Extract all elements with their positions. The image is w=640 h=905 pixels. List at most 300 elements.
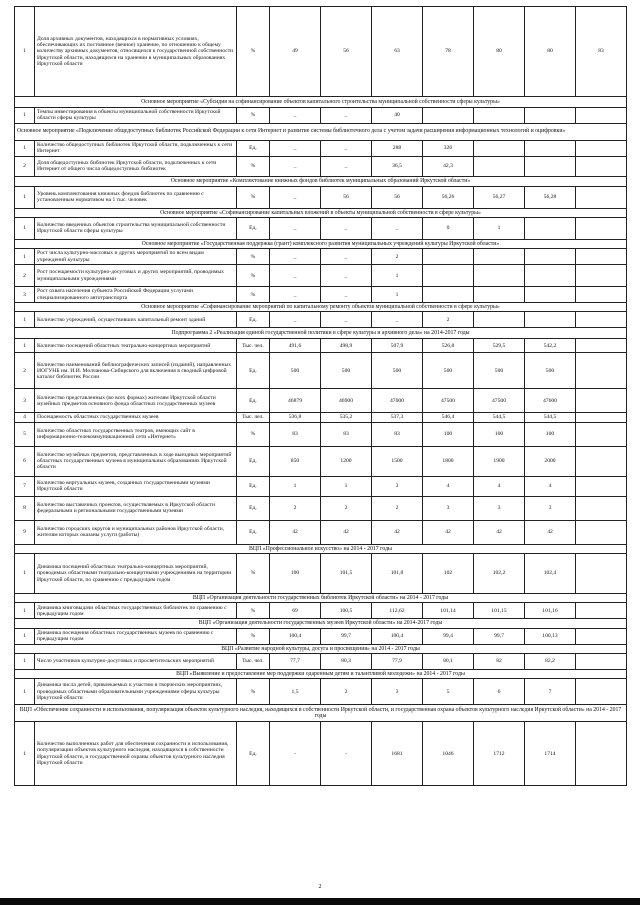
value-cell (423, 265, 474, 287)
value-cell: 4 (423, 476, 474, 496)
table-row (15, 389, 627, 413)
value-cell: 544,5 (474, 413, 525, 422)
section-header-row (15, 544, 627, 553)
value-cell (576, 496, 627, 520)
table-row (15, 156, 627, 176)
value-cell: 1 (321, 476, 372, 496)
value-cell: 529,5 (474, 339, 525, 353)
indicator-name: Доля общедоступных библиотек Иркутской области, подключенных к сети Интернет от общего числа общедоступных библиотек (35, 156, 237, 176)
value-cell: _ (372, 217, 423, 239)
row-number: 1 (15, 679, 35, 705)
value-cell: 6 (474, 679, 525, 705)
section-header-row (15, 644, 627, 653)
value-cell: 1714 (525, 722, 576, 786)
section-title: Основное мероприятие «Софинансирование капитальных вложений в объекты муниципальной собственности в сфере культуры» (15, 208, 627, 217)
value-cell: 507,9 (372, 339, 423, 353)
value-cell (525, 249, 576, 265)
value-cell: _ (321, 217, 372, 239)
value-cell: 498,9 (321, 339, 372, 353)
indicator-name: Динамика числа детей, привлекаемых к участию в творческих мероприятиях, проводимых областными образовательными учреждениями сферы культуры Иркутской области (35, 679, 237, 705)
section-header-row (15, 176, 627, 186)
value-cell: 42 (270, 520, 321, 544)
value-cell (576, 312, 627, 328)
value-cell: _ (270, 140, 321, 156)
value-cell (525, 108, 576, 124)
value-cell: 56,27 (474, 186, 525, 208)
section-title: Основное мероприятие «Подключение общедоступных библиотек Российской Федерации к сети Интернет и развитие системы библиотечного дела с учетом задачи расширения информационных технологий и оцифровки» (15, 123, 627, 140)
value-cell: 1 (474, 217, 525, 239)
value-cell: 99,7 (474, 628, 525, 644)
value-cell (576, 603, 627, 619)
value-cell: 500 (270, 353, 321, 389)
indicator-name: Количество общедоступных библиотек Иркутской области, подключенных к сети Интернет (35, 140, 237, 156)
value-cell: 80 (525, 7, 576, 97)
value-cell: 56,26 (423, 186, 474, 208)
value-cell: 42 (474, 520, 525, 544)
indicator-name: Уровень комплектования книжных фондов библиотек по сравнению с установленным нормативом на 1 тыс. человек (35, 186, 237, 208)
value-cell: 2 (423, 312, 474, 328)
row-number: 9 (15, 520, 35, 544)
value-cell: 101,8 (372, 554, 423, 594)
section-title: ВЦП «Обеспечение сохранности и использования, популяризация объектов культурного наследия, находящихся в собственности Иркутской области, и государственная охрана объектов культурного наследия Иркутской области» на 2014 - 2017 годы (15, 705, 627, 722)
value-cell: 47500 (423, 389, 474, 413)
value-cell: 850 (270, 446, 321, 476)
value-cell: 1712 (474, 722, 525, 786)
table-row (15, 679, 627, 705)
table-row (15, 140, 627, 156)
indicator-name: Рост посещаемости культурно-досуговых и других мероприятий, проводимых муниципальными учреждениями (35, 265, 237, 287)
value-cell: - (321, 722, 372, 786)
value-cell: 100 (474, 422, 525, 446)
value-cell (474, 249, 525, 265)
row-number: 1 (15, 108, 35, 124)
section-header-row (15, 594, 627, 603)
value-cell: 500 (423, 353, 474, 389)
section-header-row (15, 303, 627, 312)
value-cell: 56 (372, 186, 423, 208)
value-cell: 47500 (474, 389, 525, 413)
indicator-name: Динамика посещения областных государственных музеев по сравнению с предыдущим годом (35, 628, 237, 644)
value-cell: 100,4 (372, 628, 423, 644)
value-cell: 2 (372, 496, 423, 520)
value-cell (576, 108, 627, 124)
value-cell (423, 108, 474, 124)
table-row (15, 446, 627, 476)
value-cell: 82,2 (525, 653, 576, 669)
value-cell: 83 (321, 422, 372, 446)
row-number: 1 (15, 140, 35, 156)
value-cell: 3 (474, 496, 525, 520)
value-cell (576, 156, 627, 176)
row-number: 2 (15, 265, 35, 287)
value-cell (576, 413, 627, 422)
section-title: Основное мероприятие «Государственная поддержка (грант) комплексного развития муниципальных учреждений культуры Иркутской области» (15, 239, 627, 248)
table-row (15, 312, 627, 328)
unit-cell: % (237, 679, 270, 705)
value-cell: 100 (525, 422, 576, 446)
value-cell: 80,1 (423, 653, 474, 669)
value-cell: 102 (423, 554, 474, 594)
value-cell: 56 (321, 186, 372, 208)
row-number: 1 (15, 653, 35, 669)
value-cell: _ (270, 312, 321, 328)
indicator-name: Темпы инвестирования в объекты муниципальной собственности Иркутской области сферы культуры (35, 108, 237, 124)
value-cell: 42 (423, 520, 474, 544)
value-cell (525, 217, 576, 239)
section-title: ВЦП «Выявление и предоставление мер поддержки одаренным детям и талантливой молодежи» на 2014 - 2017 годы (15, 669, 627, 678)
value-cell: 7 (525, 679, 576, 705)
value-cell: 56 (321, 7, 372, 97)
row-number: 1 (15, 186, 35, 208)
row-number: 1 (15, 339, 35, 353)
unit-cell: Тыс. чел. (237, 653, 270, 669)
indicator-name: Количество представленных (во всех формах) жителям Иркутской области музейных предметов основного фонда областных государственных музеев (35, 389, 237, 413)
value-cell: 77,9 (372, 653, 423, 669)
value-cell: 1900 (474, 446, 525, 476)
unit-cell: Ед. (237, 722, 270, 786)
row-number: 1 (15, 312, 35, 328)
value-cell (576, 679, 627, 705)
value-cell: 56,28 (525, 186, 576, 208)
value-cell: 2 (270, 496, 321, 520)
row-number: 7 (15, 476, 35, 496)
value-cell: _ (321, 249, 372, 265)
value-cell (576, 249, 627, 265)
indicator-name: Число участников культурно-досуговых и просветительских мероприятий (35, 653, 237, 669)
section-header-row (15, 123, 627, 140)
value-cell (576, 287, 627, 303)
value-cell: 102,2 (474, 554, 525, 594)
value-cell: 49 (270, 7, 321, 97)
value-cell: 83 (372, 422, 423, 446)
section-title: Основное мероприятие «Субсидия на софинансирование объектов капитального строительства муниципальной собственности сферы культуры» (15, 97, 627, 108)
value-cell: 544,5 (525, 413, 576, 422)
value-cell: 526,8 (423, 339, 474, 353)
value-cell: 3 (423, 496, 474, 520)
table-row (15, 249, 627, 265)
value-cell (576, 476, 627, 496)
indicator-name: Рост числа культурно-массовых и других мероприятий по всем видам учреждений культуры (35, 249, 237, 265)
section-header-row (15, 208, 627, 217)
table-row (15, 287, 627, 303)
table-row (15, 217, 627, 239)
unit-cell: Ед. (237, 140, 270, 156)
scan-bottom-edge (0, 898, 640, 905)
table-row (15, 603, 627, 619)
value-cell: 4 (474, 476, 525, 496)
value-cell: 100,4 (270, 628, 321, 644)
value-cell: 2 (321, 679, 372, 705)
unit-cell: Ед. (237, 520, 270, 544)
value-cell (474, 108, 525, 124)
value-cell: 3 (372, 476, 423, 496)
section-title: ВЦП «Развитие народной культуры, досуга и просвещения» на 2014 - 2017 годы (15, 644, 627, 653)
unit-cell: % (237, 7, 270, 97)
value-cell: 546,4 (423, 413, 474, 422)
value-cell (576, 389, 627, 413)
value-cell (576, 520, 627, 544)
unit-cell: Ед. (237, 389, 270, 413)
value-cell (576, 628, 627, 644)
value-cell: 47000 (372, 389, 423, 413)
unit-cell: Ед. (237, 353, 270, 389)
value-cell: 101,14 (423, 603, 474, 619)
value-cell (576, 339, 627, 353)
value-cell: 100 (270, 554, 321, 594)
value-cell: 42 (372, 520, 423, 544)
value-cell: 102,4 (525, 554, 576, 594)
row-number: 2 (15, 156, 35, 176)
value-cell: 1200 (321, 446, 372, 476)
value-cell: 1046 (423, 722, 474, 786)
value-cell: 47600 (525, 389, 576, 413)
value-cell: 537,3 (372, 413, 423, 422)
value-cell: 1681 (372, 722, 423, 786)
value-cell (525, 312, 576, 328)
value-cell: 83 (270, 422, 321, 446)
section-title: ВЦП «Профессиональное искусство» на 2014 - 2017 годы (15, 544, 627, 553)
section-header-row (15, 97, 627, 108)
indicator-name: Количество введенных объектов строительства муниципальной собственности Иркутской области сферы культуры (35, 217, 237, 239)
value-cell: 1 (270, 476, 321, 496)
row-number: 3 (15, 287, 35, 303)
value-cell (474, 156, 525, 176)
indicator-name: Доля архивных документов, находящихся в нормативных условиях, обеспечивающих их постоянное (вечное) хранение, по отношению к общему количеству архивных документов, относящихся к государственной собственности Иркутской области, находящихся на хранении в муниципальных образованиях Иркутской области (35, 7, 237, 97)
value-cell: 500 (525, 353, 576, 389)
value-cell: 100,13 (525, 628, 576, 644)
section-title: Основное мероприятие «Софинансирование мероприятий по капитальному ремонту объектов муниципальной собственности в сфере культуры» (15, 303, 627, 312)
value-cell: 77,7 (270, 653, 321, 669)
value-cell: _ (270, 265, 321, 287)
section-header-row (15, 619, 627, 628)
indicator-name: Количество посещений областных театрально-концертных мероприятий (35, 339, 237, 353)
row-number: 6 (15, 446, 35, 476)
value-cell: _ (270, 108, 321, 124)
value-cell: 80,3 (321, 653, 372, 669)
unit-cell: % (237, 628, 270, 644)
value-cell: 500 (321, 353, 372, 389)
value-cell (576, 446, 627, 476)
indicator-name: Динамика книговыдачи областных государственных библиотек по сравнению с предыдущим годом (35, 603, 237, 619)
value-cell: 500 (474, 353, 525, 389)
value-cell: 100 (423, 422, 474, 446)
value-cell: 0 (423, 217, 474, 239)
value-cell (423, 249, 474, 265)
section-header-row (15, 239, 627, 248)
value-cell: 542,2 (525, 339, 576, 353)
value-cell (474, 312, 525, 328)
value-cell (474, 287, 525, 303)
value-cell: _ (270, 217, 321, 239)
page-number: 2 (318, 884, 322, 890)
value-cell: 3 (372, 679, 423, 705)
section-header-row (15, 705, 627, 722)
value-cell: _ (321, 140, 372, 156)
table-row (15, 265, 627, 287)
table-row (15, 7, 627, 97)
value-cell: 1500 (372, 446, 423, 476)
value-cell: 63 (372, 7, 423, 97)
unit-cell: Ед. (237, 496, 270, 520)
value-cell: 4 (525, 476, 576, 496)
value-cell: _ (321, 156, 372, 176)
section-header-row (15, 328, 627, 339)
value-cell: 288 (372, 140, 423, 156)
indicator-name: Посещаемость областных государственных музеев (35, 413, 237, 422)
row-number: 1 (15, 554, 35, 594)
value-cell: 5 (423, 679, 474, 705)
row-number: 1 (15, 628, 35, 644)
value-cell: _ (321, 265, 372, 287)
unit-cell: % (237, 287, 270, 303)
unit-cell: % (237, 156, 270, 176)
value-cell: 500 (372, 353, 423, 389)
row-number: 1 (15, 249, 35, 265)
unit-cell: % (237, 108, 270, 124)
value-cell: 2000 (525, 446, 576, 476)
value-cell: 42 (321, 520, 372, 544)
unit-cell: Ед. (237, 312, 270, 328)
value-cell: 82 (474, 653, 525, 669)
value-cell: 101,5 (321, 554, 372, 594)
value-cell: 99,4 (423, 628, 474, 644)
table-row (15, 520, 627, 544)
table-row (15, 628, 627, 644)
value-cell: 101,15 (474, 603, 525, 619)
value-cell: _ (372, 312, 423, 328)
indicator-name: Количество наименований библиографических записей (изданий), направленных ИОГУНБ им. И.И. Молчанова-Сибирского для включения в сводный цифровой каталог библиотек России (35, 353, 237, 389)
table-row (15, 476, 627, 496)
row-number: 1 (15, 7, 35, 97)
unit-cell: % (237, 554, 270, 594)
value-cell: 46879 (270, 389, 321, 413)
indicator-name: Количество виртуальных музеев, созданных государственными музеями Иркутской области (35, 476, 237, 496)
row-number: 2 (15, 353, 35, 389)
value-cell: 42,3 (423, 156, 474, 176)
indicator-name: Количество выполненных работ для обеспечения сохранности и использования, популяризации объектов культурного наследия, находящихся в собственности Иркутской области, и государственной охраны объектов культурного наследия Иркутской области (35, 722, 237, 786)
value-cell: 535,2 (321, 413, 372, 422)
section-title: ВЦП «Организация деятельности государственных музеев Иркутской области» на 2014-2017 годы (15, 619, 627, 628)
indicator-name: Рост охвата населения субъекта Российской Федерации услугами специализированного автотранспорта (35, 287, 237, 303)
value-cell: 536,8 (270, 413, 321, 422)
table-row (15, 554, 627, 594)
value-cell: _ (321, 108, 372, 124)
section-header-row (15, 669, 627, 678)
row-number: 1 (15, 603, 35, 619)
value-cell: 2 (321, 496, 372, 520)
value-cell: 83 (576, 7, 627, 97)
value-cell: 42 (525, 520, 576, 544)
indicator-name: Количество учреждений, осуществивших капитальный ремонт зданий (35, 312, 237, 328)
unit-cell: Тыс. чел. (237, 413, 270, 422)
value-cell: _ (321, 312, 372, 328)
value-cell (474, 265, 525, 287)
value-cell: 1800 (423, 446, 474, 476)
value-cell (576, 140, 627, 156)
value-cell: _ (270, 249, 321, 265)
table-row (15, 496, 627, 520)
document-page (14, 6, 626, 786)
row-number: 1 (15, 217, 35, 239)
section-title: ВЦП «Организация деятельности государственных библиотек Иркутской области» на 2014 - 2017 годы (15, 594, 627, 603)
value-cell: - (270, 722, 321, 786)
row-number: 3 (15, 389, 35, 413)
table-row (15, 422, 627, 446)
value-cell (576, 653, 627, 669)
value-cell: 112,62 (372, 603, 423, 619)
value-cell: _ (270, 156, 321, 176)
value-cell (576, 422, 627, 446)
row-number: 8 (15, 496, 35, 520)
value-cell (576, 554, 627, 594)
value-cell (576, 265, 627, 287)
unit-cell: Ед. (237, 217, 270, 239)
table-row (15, 339, 627, 353)
value-cell: 100,5 (321, 603, 372, 619)
value-cell (525, 265, 576, 287)
value-cell: 36,5 (372, 156, 423, 176)
row-number: 4 (15, 413, 35, 422)
unit-cell: % (237, 249, 270, 265)
row-number: 1 (15, 722, 35, 786)
value-cell (576, 722, 627, 786)
unit-cell: % (237, 186, 270, 208)
value-cell: _ (270, 186, 321, 208)
unit-cell: Ед. (237, 476, 270, 496)
value-cell: 3 (525, 496, 576, 520)
value-cell: 40 (372, 108, 423, 124)
value-cell: _ (270, 287, 321, 303)
unit-cell: % (237, 603, 270, 619)
value-cell: 80 (474, 7, 525, 97)
unit-cell: Ед. (237, 446, 270, 476)
indicator-name: Количество областных государственных театров, имеющих сайт в информационно-телекоммуникационной сети «Интернет» (35, 422, 237, 446)
value-cell (423, 287, 474, 303)
table-row (15, 353, 627, 389)
value-cell: 491,6 (270, 339, 321, 353)
table-row (15, 413, 627, 422)
value-cell: 99,7 (321, 628, 372, 644)
table-row (15, 653, 627, 669)
table-row (15, 186, 627, 208)
unit-cell: % (237, 265, 270, 287)
indicator-name: Динамика посещений областных театрально-концертных мероприятий, проводимых областными театрально-концертными учреждениями на территории Иркутской области, по сравнению с предыдущим годом (35, 554, 237, 594)
value-cell: 69 (270, 603, 321, 619)
indicator-name: Количество выставочных проектов, осуществляемых в Иркутской области федеральными и региональными государственными музеями (35, 496, 237, 520)
value-cell (576, 217, 627, 239)
table-row (15, 722, 627, 786)
value-cell: 78 (423, 7, 474, 97)
indicators-table (14, 6, 627, 786)
section-title: Подпрограмма 2 «Реализация единой государственной политики в сфере культуры и архивного дела» на 2014-2017 годы (15, 328, 627, 339)
section-title: Основное мероприятие «Комплектование книжных фондов библиотек муниципальных образований Иркутской области» (15, 176, 627, 186)
row-number: 5 (15, 422, 35, 446)
value-cell (576, 353, 627, 389)
unit-cell: % (237, 422, 270, 446)
unit-cell: Тыс. чел. (237, 339, 270, 353)
value-cell (525, 156, 576, 176)
value-cell (525, 140, 576, 156)
value-cell: 101,16 (525, 603, 576, 619)
value-cell: 326 (423, 140, 474, 156)
value-cell: 1 (372, 287, 423, 303)
value-cell: 2 (372, 249, 423, 265)
value-cell (474, 140, 525, 156)
value-cell: _ (321, 287, 372, 303)
value-cell (576, 186, 627, 208)
value-cell: 1,5 (270, 679, 321, 705)
value-cell: 1 (372, 265, 423, 287)
